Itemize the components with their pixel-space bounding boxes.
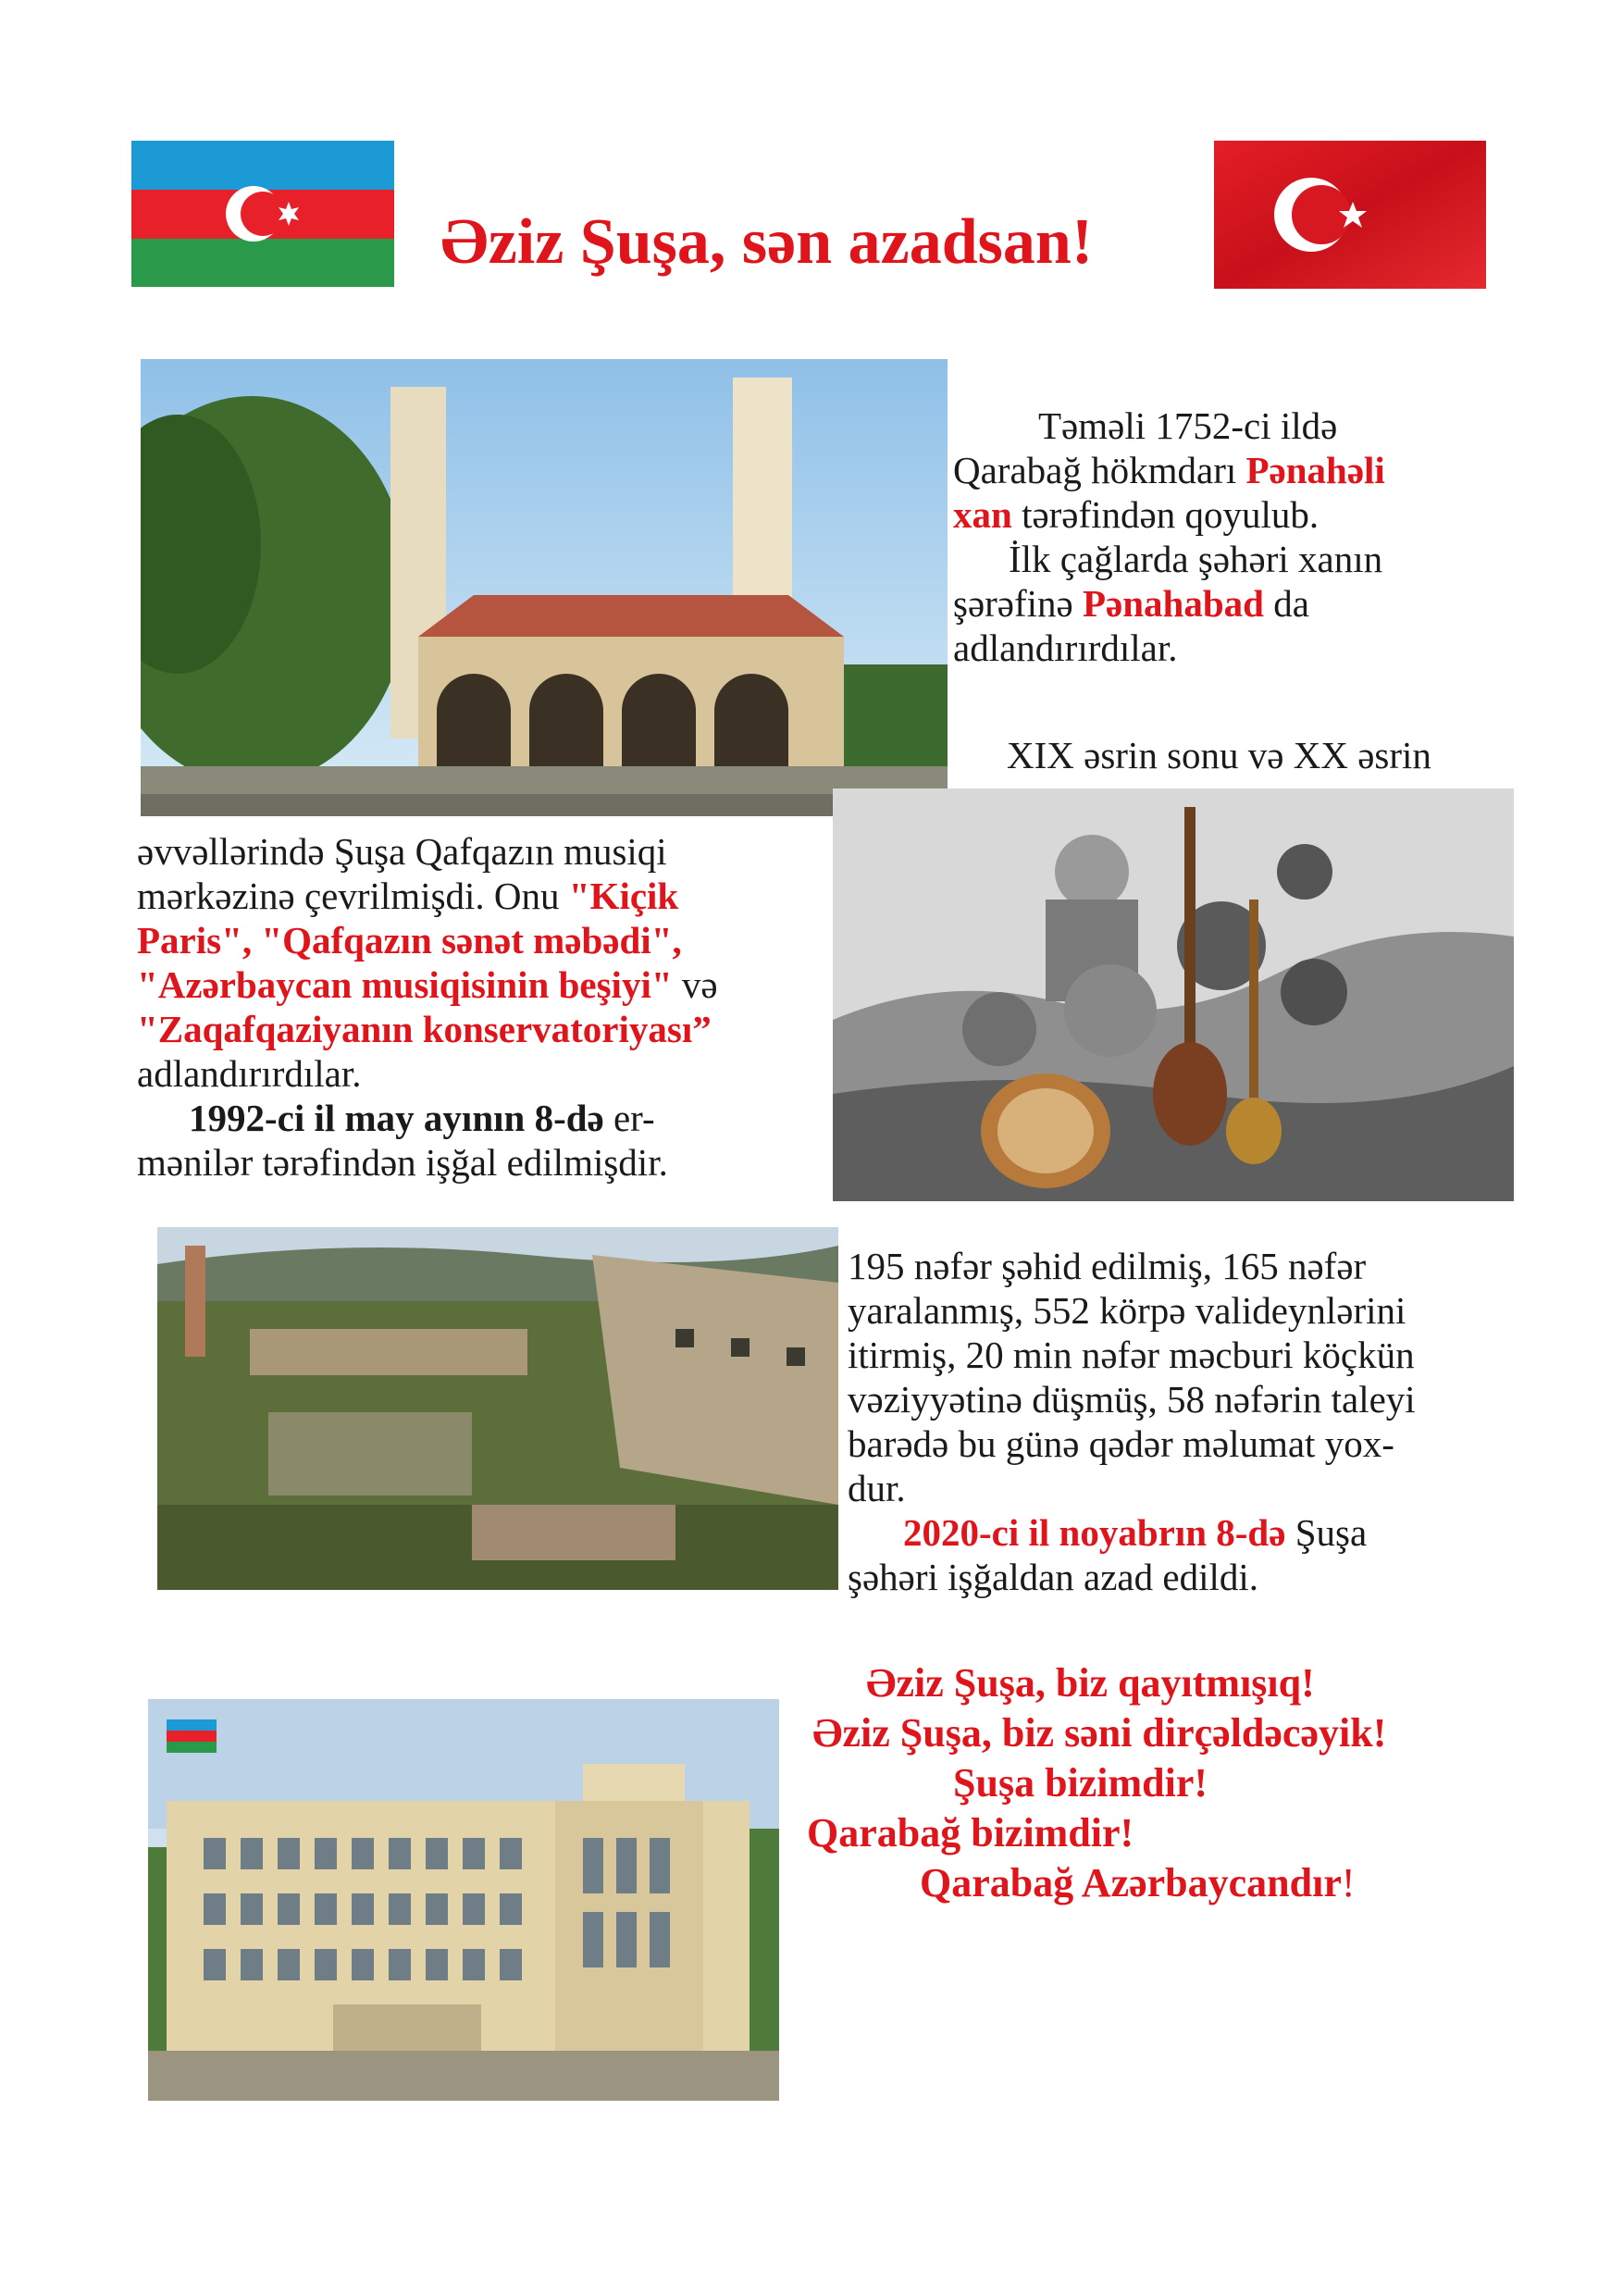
nickname-highlight: Paris", "Qafqazın sənət məbədi",	[137, 919, 682, 962]
ruins-photo	[157, 1227, 838, 1590]
page-title: Əziz Şuşa, sən azadsan!	[440, 206, 1094, 278]
casualties-line: barədə bu günə qədər məlumat yox-	[848, 1422, 1394, 1465]
slogan-line	[920, 1858, 1356, 1908]
music-paragraph	[137, 829, 822, 1185]
casualties-line: yaralanmış, 552 körpə valideynlərini	[848, 1289, 1406, 1332]
building-photo	[148, 1699, 779, 2101]
liberation-date: 2020-ci il noyabrın 8-də	[903, 1511, 1286, 1554]
casualties-paragraph	[848, 1244, 1514, 1599]
history-text: da	[1263, 582, 1309, 625]
slogan-line: Əziz Şuşa, biz qayıtmışıq!	[866, 1660, 1315, 1706]
music-line: əvvəllərində Şuşa Qafqazın musiqi	[137, 830, 667, 873]
casualties-line: şəhəri işğaldan azad edildi.	[848, 1556, 1258, 1598]
history-text: tərəfindən qoyulub.	[1011, 493, 1319, 536]
history-line: adlandırırdılar.	[953, 627, 1178, 669]
music-line: XIX əsrin sonu və XX əsrin	[1007, 734, 1431, 776]
music-text: və	[672, 963, 718, 1006]
city-name-highlight: Pənahabad	[1083, 582, 1264, 625]
nickname-highlight: "Kiçik	[568, 875, 679, 917]
music-line: adlandırırdılar.	[137, 1052, 362, 1095]
slogan-line: Şuşa bizimdir!	[953, 1760, 1208, 1806]
casualties-line: 195 nəfər şəhid edilmiş, 165 nəfər	[848, 1245, 1367, 1287]
nickname-highlight: "Azərbaycan musiqisinin beşiyi"	[137, 963, 673, 1006]
casualties-line: vəziyyətinə düşmüş, 58 nəfərin taleyi	[848, 1378, 1416, 1421]
nickname-highlight: "Zaqafqaziyanın konservatoriyası”	[137, 1008, 712, 1050]
music-text: mərkəzinə çevrilmişdi. Onu	[137, 875, 569, 917]
slogan-line: Əziz Şuşa, biz səni dirçəldəcəyik!	[812, 1710, 1387, 1756]
khan-name-highlight: Pənahəli	[1245, 449, 1385, 491]
history-paragraph	[953, 403, 1508, 670]
history-line: Təməli 1752-ci ildə	[1038, 404, 1338, 447]
history-text: şərəfinə	[953, 582, 1083, 625]
mosque-photo	[141, 359, 948, 816]
slogan-text: Qarabağ Azərbaycandır	[920, 1860, 1342, 1905]
history-line: İlk çağlarda şəhəri xanın	[1009, 538, 1383, 580]
casualties-line: itirmiş, 20 min nəfər məcburi köçkün	[848, 1334, 1415, 1376]
history-text: Qarabağ hökmdarı	[953, 449, 1246, 491]
slogan-line: Qarabağ bizimdir!	[807, 1810, 1134, 1855]
azerbaijan-flag	[131, 141, 394, 287]
music-line: mənilər tərəfindən işğal edilmişdir.	[137, 1141, 668, 1184]
casualties-text: Şuşa	[1285, 1511, 1368, 1554]
musicians-photo	[833, 788, 1514, 1201]
music-text: er-	[603, 1097, 655, 1139]
turkey-flag	[1214, 141, 1486, 289]
casualties-line: dur.	[848, 1467, 906, 1509]
khan-name-highlight: xan	[953, 493, 1012, 536]
slogan-exclamation: !	[1341, 1860, 1356, 1905]
occupation-date: 1992-ci il may ayının 8-də	[189, 1097, 604, 1139]
